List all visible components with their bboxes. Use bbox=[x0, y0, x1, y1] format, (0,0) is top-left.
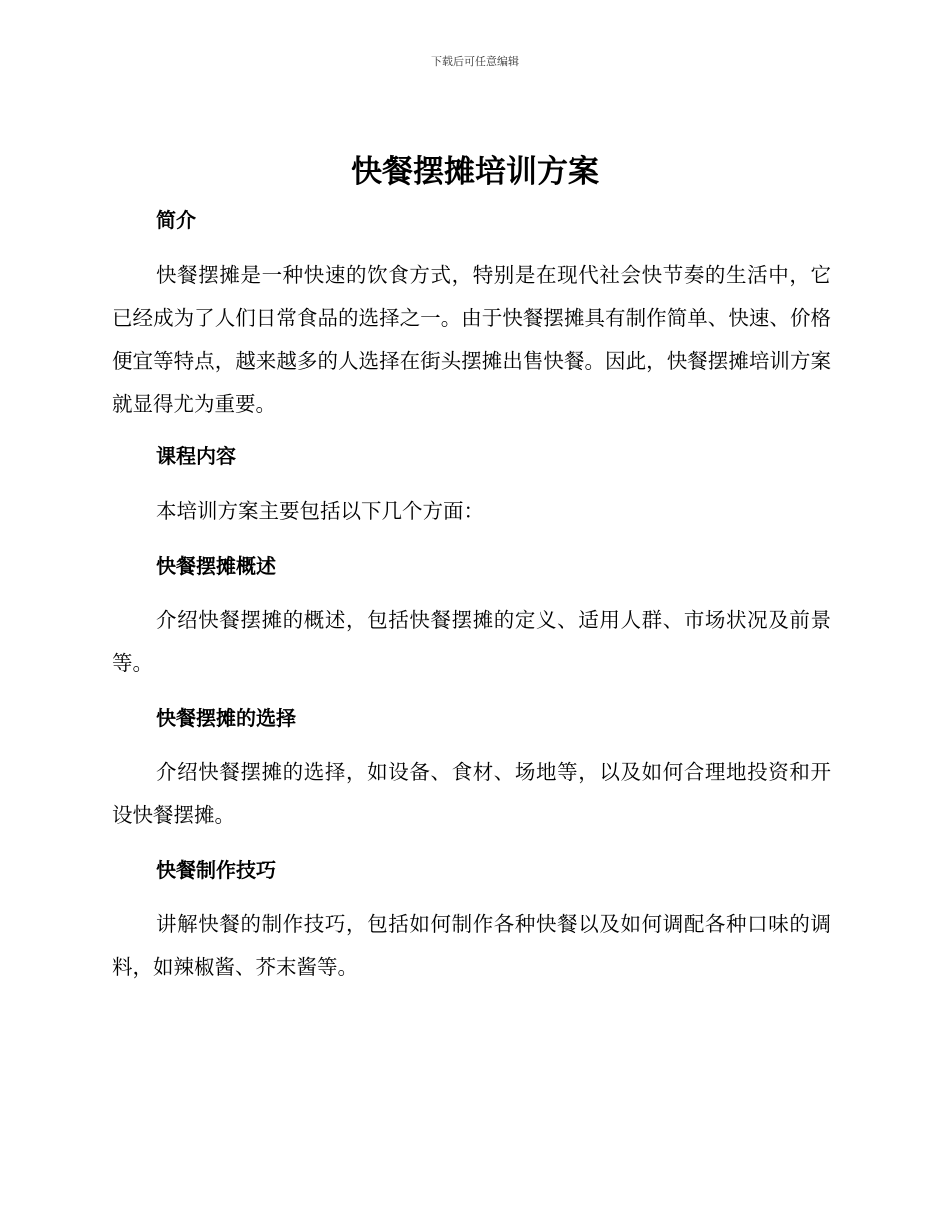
section-heading-selection: 快餐摆摊的选择 bbox=[156, 706, 296, 730]
section-paragraph-selection: 介绍快餐摆摊的选择，如设备、食材、场地等，以及如何合理地投资和开设快餐摆摊。 bbox=[112, 760, 831, 827]
section-paragraph-intro: 快餐摆摊是一种快速的饮食方式，特别是在现代社会快节奏的生活中，它已经成为了人们日常食品的选择之一。由于快餐摆摊具有制作简单、快速、价格便宜等特点，越来越多的人选择在街头摆摊出售快餐。因此，快餐摆摊培训方案就显得尤为重要。 bbox=[112, 263, 831, 416]
section-paragraph-overview: 介绍快餐摆摊的概述，包括快餐摆摊的定义、适用人群、市场状况及前景等。 bbox=[112, 608, 831, 675]
section-paragraph-course-content: 本培训方案主要包括以下几个方面： bbox=[156, 499, 484, 523]
document-title: 快餐摆摊培训方案 bbox=[351, 154, 599, 190]
section-heading-intro: 简介 bbox=[156, 208, 196, 232]
section-paragraph-techniques: 讲解快餐的制作技巧，包括如何制作各种快餐以及如何调配各种口味的调料，如辣椒酱、芥末酱等。 bbox=[112, 912, 831, 979]
section-heading-overview: 快餐摆摊概述 bbox=[156, 554, 276, 578]
section-heading-techniques: 快餐制作技巧 bbox=[156, 858, 276, 882]
section-heading-course-content: 课程内容 bbox=[156, 444, 236, 468]
header-note: 下载后可任意编辑 bbox=[431, 55, 519, 68]
